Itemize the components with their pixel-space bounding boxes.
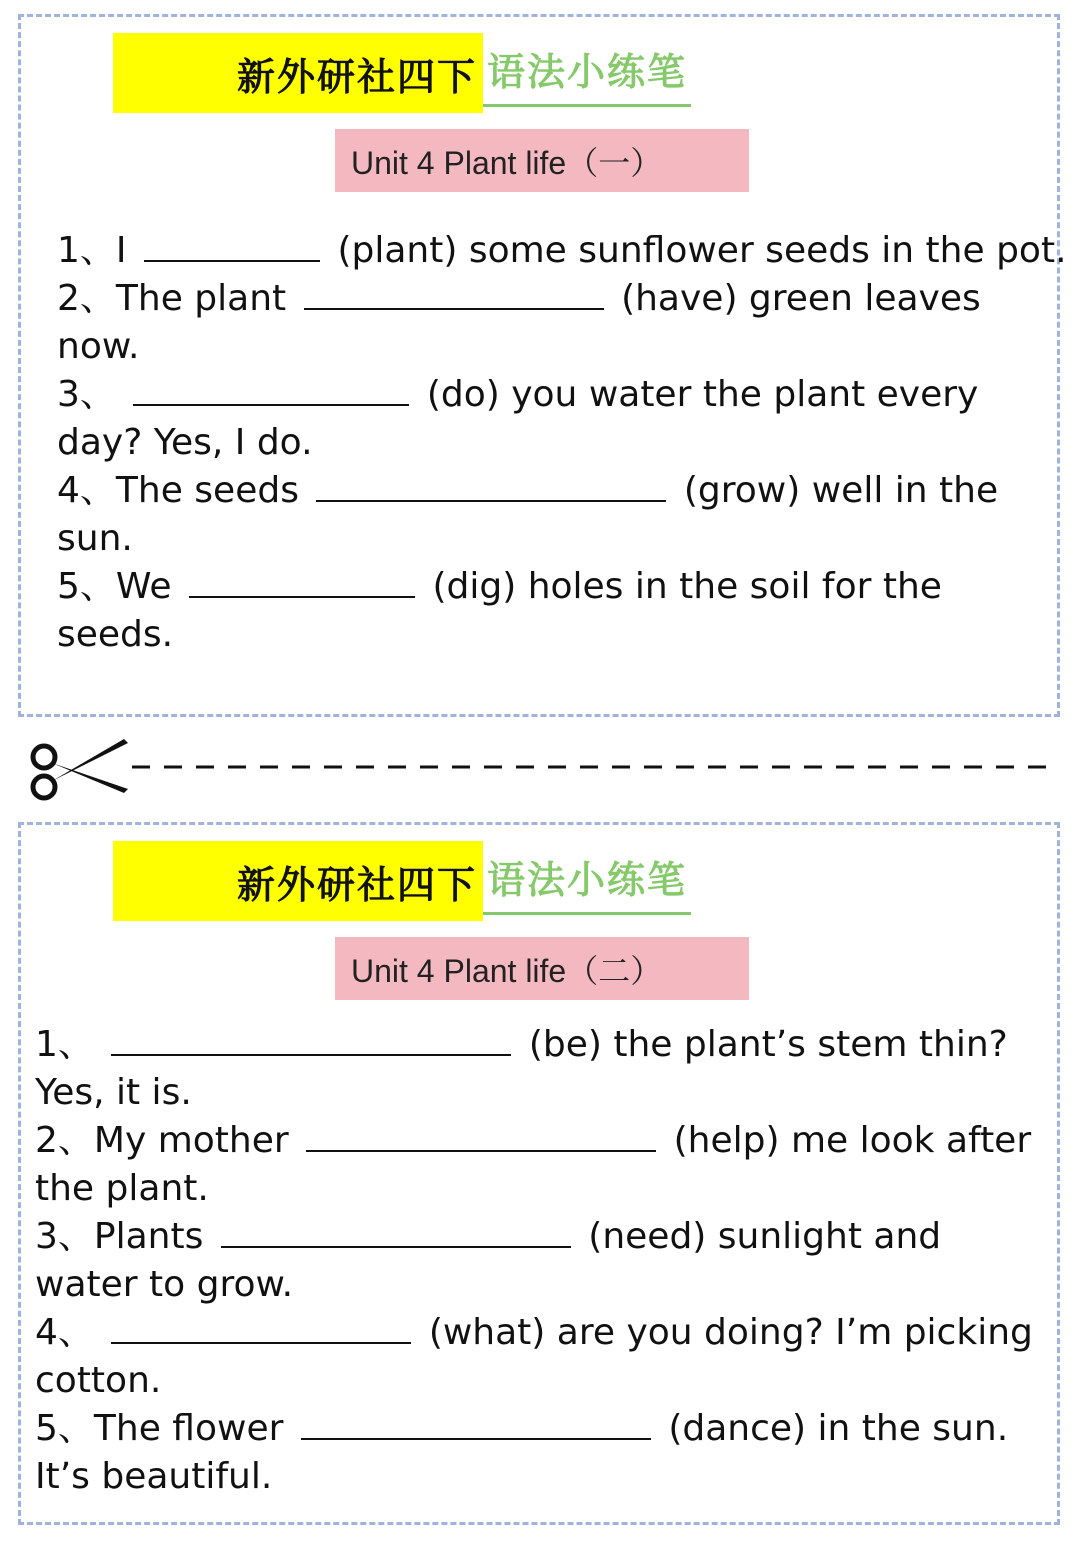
question-prefix: We	[115, 566, 172, 607]
answer-blank[interactable]	[111, 1024, 511, 1056]
question-hint: (help) me look after the plant.	[35, 1120, 1032, 1209]
question-item	[57, 563, 1067, 659]
question-number: 5、	[57, 566, 116, 607]
answer-blank[interactable]	[316, 470, 666, 502]
unit-label: Unit 4 Plant life（一）	[335, 129, 749, 192]
answer-blank[interactable]	[306, 1120, 656, 1152]
answer-blank[interactable]	[111, 1312, 411, 1344]
title-main: 新外研社四下	[113, 841, 483, 921]
question-item	[35, 1021, 1045, 1117]
question-hint: (grow) well in the sun.	[57, 470, 999, 559]
question-item	[57, 467, 1067, 563]
question-item	[35, 1117, 1045, 1213]
question-item	[57, 371, 1067, 467]
question-hint: (dig) holes in the soil for the seeds.	[57, 566, 942, 655]
question-prefix: My mother	[93, 1120, 289, 1161]
answer-blank[interactable]	[301, 1408, 651, 1440]
question-hint: (have) green leaves now.	[57, 278, 981, 367]
answer-blank[interactable]	[133, 374, 409, 406]
question-item	[35, 1213, 1045, 1309]
question-prefix: I	[115, 230, 127, 271]
question-number: 2、	[35, 1120, 94, 1161]
answer-blank[interactable]	[144, 230, 320, 262]
question-list	[35, 1021, 1045, 1501]
question-number: 3、	[35, 1216, 94, 1257]
answer-blank[interactable]	[304, 278, 604, 310]
question-hint: (what) are you doing? I’m picking cotton.	[35, 1312, 1033, 1401]
question-list	[57, 227, 1067, 659]
unit-label: Unit 4 Plant life（二）	[335, 937, 749, 1000]
question-number: 4、	[35, 1312, 94, 1353]
question-prefix: The plant	[115, 278, 287, 319]
question-hint: (be) the plant’s stem thin? Yes, it is.	[35, 1024, 1008, 1113]
title-sub: 语法小练笔	[483, 33, 691, 107]
worksheet-title	[113, 841, 691, 921]
question-hint: (need) sunlight and water to grow.	[35, 1216, 942, 1305]
question-number: 5、	[35, 1408, 94, 1449]
worksheet-title	[113, 33, 691, 113]
question-prefix: The seeds	[115, 470, 299, 511]
question-item	[35, 1405, 1045, 1501]
question-prefix: The flower	[93, 1408, 284, 1449]
question-hint: (plant) some sunflower seeds in the pot.	[337, 230, 1067, 271]
title-sub: 语法小练笔	[483, 841, 691, 915]
question-item	[57, 227, 1067, 275]
worksheet-card-1	[18, 14, 1067, 717]
question-number: 1、	[57, 230, 116, 271]
question-item	[35, 1309, 1045, 1405]
question-number: 1、	[35, 1024, 94, 1065]
question-number: 4、	[57, 470, 116, 511]
question-hint: (dance) in the sun. It’s beautiful.	[35, 1408, 1009, 1497]
question-hint: (do) you water the plant every day? Yes, I do.	[57, 374, 979, 463]
cut-line	[24, 735, 1064, 805]
answer-blank[interactable]	[221, 1216, 571, 1248]
question-item	[57, 275, 1067, 371]
scissors-icon	[24, 735, 1064, 805]
question-prefix: Plants	[93, 1216, 204, 1257]
title-main: 新外研社四下	[113, 33, 483, 113]
answer-blank[interactable]	[189, 566, 415, 598]
question-number: 2、	[57, 278, 116, 319]
worksheet-card-2	[18, 822, 1060, 1525]
question-number: 3、	[57, 374, 116, 415]
